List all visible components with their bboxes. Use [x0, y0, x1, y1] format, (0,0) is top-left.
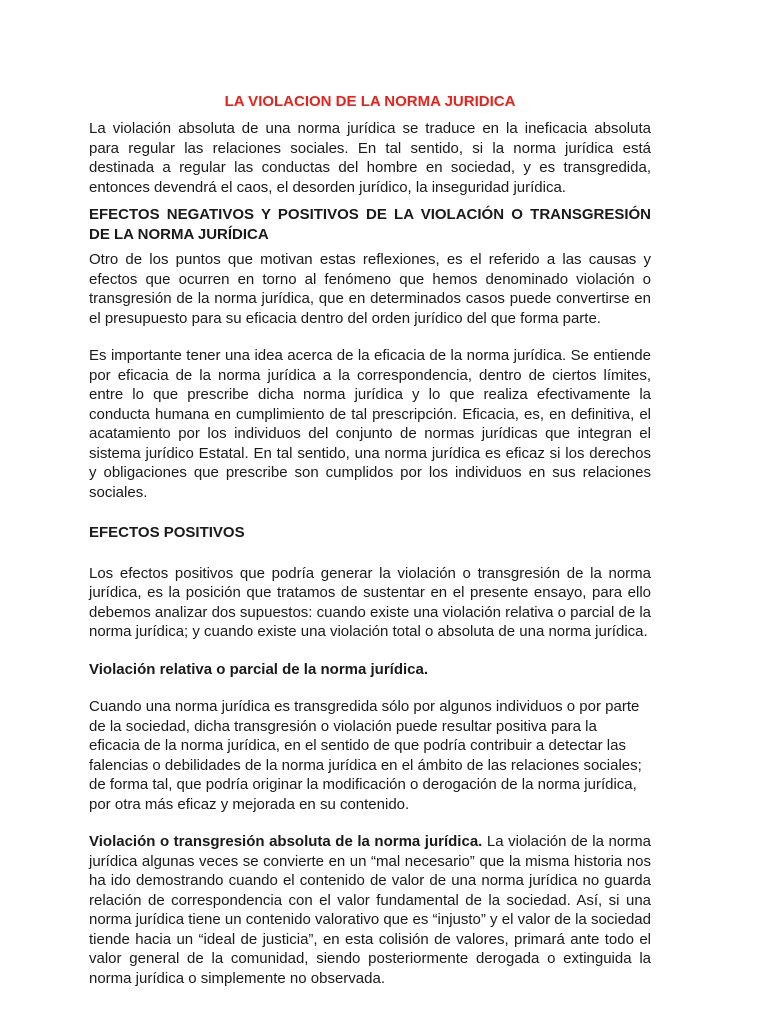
- intro-paragraph: La violación absoluta de una norma jurídica se traduce en la ineficacia absoluta para regular las relaciones sociales. En tal sentido, si la norma jurídica está destinada a regular las conductas del hombre en sociedad, y es transgredida, entonces devendrá el caos, el desorden jurídico, la inseguridad jurídica.: [89, 120, 651, 196]
- paragraph-causes: Otro de los puntos que motivan estas reflexiones, es el referido a las causas y efectos que ocurren en torno al fenómeno que hemos denominado violación o transgresión de la norma jurídica, que en determinados casos puede convertirse en el presupuesto para su eficacia dentro del orden jurídico del que forma parte.: [89, 251, 651, 327]
- section-heading-effects: EFECTOS NEGATIVOS Y POSITIVOS DE LA VIOLACIÓN O TRANSGRESIÓN DE LA NORMA JURÍDICA: [89, 206, 651, 243]
- paragraph-relative-violation: Cuando una norma jurídica es transgredida sólo por algunos individuos o por parte de la sociedad, dicha transgresión o violación puede resultar positiva para la eficacia de la norma jurídica, en el sentido de que podría contribuir a detectar las falencias o debilidades de la norma jurídica en el ámbito de las relaciones sociales; de forma tal, que podría originar la modificación o derogación de la norma jurídica, por otra más eficaz y mejorada en su contenido.: [89, 698, 642, 813]
- document-page: [89, 92, 651, 988]
- paragraph-positive-effects: Los efectos positivos que podría generar la violación o transgresión de la norma jurídica, es la posición que tratamos de sustentar en el presente ensayo, para ello debemos analizar dos supuestos: cuando existe una violación relativa o parcial de la norma jurídica; y cuando existe una violación total o absoluta de una norma jurídica.: [89, 564, 652, 640]
- paragraph-absolute-violation: [89, 832, 651, 988]
- absolute-violation-text: La violación de la norma jurídica algunas veces se convierte en un “mal necesario” que la misma historia nos ha ido demostrando cuando el contenido de valor de una norma jurídica no guarda relación de correspondencia con el valor fundamental de la sociedad. Así, si una norma jurídica tiene un contenido valorativo que es “injusto” y el valor de la sociedad tiende hacia un “ideal de justicia”, en esta colisión de valores, primará ante todo el valor general de la comunidad, siendo posteriormente derogada o extinguida la norma jurídica o simplemente no observada.: [89, 833, 652, 987]
- subsection-heading-absolute: Violación o transgresión absoluta de la norma jurídica.: [89, 833, 483, 850]
- document-title: LA VIOLACION DE LA NORMA JURIDICA: [224, 93, 516, 110]
- section-heading-positive: EFECTOS POSITIVOS: [89, 524, 245, 541]
- paragraph-efficacy: Es importante tener una idea acerca de la eficacia de la norma jurídica. Se entiende por eficacia de la norma jurídica a la correspondencia, dentro de ciertos límites, entre lo que prescribe dicha norma jurídica y lo que realiza efectivamente la conducta humana en cumplimiento de tal prescripción. Eficacia, es, en definitiva, el acatamiento por los individuos del conjunto de normas jurídicas que integran el sistema jurídico Estatal. En tal sentido, una norma jurídica es eficaz si los derechos y obligaciones que prescribe son cumplidos por los individuos en sus relaciones sociales.: [89, 347, 651, 501]
- subsection-heading-relative: Violación relativa o parcial de la norma jurídica.: [89, 660, 429, 678]
